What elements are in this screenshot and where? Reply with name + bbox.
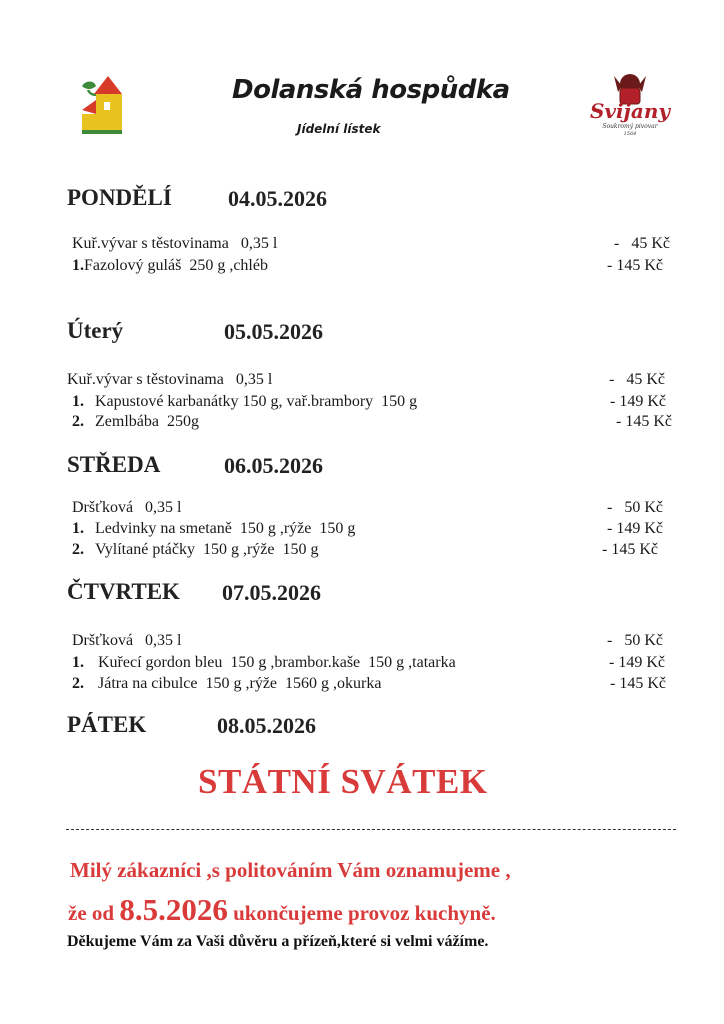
menu-item-number: 1. <box>72 654 84 671</box>
menu-item-text: Vylítané ptáčky 150 g ,rýže 150 g <box>95 541 319 558</box>
menu-item-number: 1. <box>72 393 84 410</box>
price-monday-1: - 145 Kč <box>607 257 663 274</box>
dashed-divider <box>66 829 676 830</box>
price-tuesday-1: - 149 Kč <box>610 393 666 410</box>
menu-item-wednesday-2 <box>72 541 319 559</box>
price-wednesday-1: - 149 Kč <box>607 520 663 537</box>
menu-item-text: Kuřecí gordon bleu 150 g ,brambor.kaše 150 g ,tatarka <box>98 654 456 671</box>
price-wednesday-soup: - 50 Kč <box>607 499 663 516</box>
day-date-thursday: 07.05.2026 <box>222 580 321 605</box>
notice-line-2 <box>68 892 496 928</box>
price-thursday-1: - 149 Kč <box>609 654 665 671</box>
menu-item-thursday-2 <box>72 675 381 693</box>
notice-line-2-suffix: ukončujeme provoz kuchyně. <box>227 901 496 925</box>
menu-item-tuesday-soup <box>67 371 272 389</box>
day-heading-monday: PONDĚLÍ <box>67 185 172 210</box>
menu-item-text: Kapustové karbanátky 150 g, vař.brambory 150 g <box>95 393 418 410</box>
day-heading-thursday: ČTVRTEK <box>67 579 180 604</box>
brewery-logo-icon <box>578 70 682 140</box>
price-monday-soup: - 45 Kč <box>614 235 670 252</box>
day-heading-wednesday: STŘEDA <box>67 452 161 477</box>
price-thursday-soup: - 50 Kč <box>607 632 663 649</box>
menu-item-text: Fazolový guláš 250 g ,chléb <box>84 257 268 274</box>
day-date-wednesday: 06.05.2026 <box>224 453 323 478</box>
menu-item-monday-1 <box>72 257 268 275</box>
day-heading-friday: PÁTEK <box>67 712 147 737</box>
menu-item-number: 2. <box>72 675 84 692</box>
menu-item-text: Ledvinky na smetaně 150 g ,rýže 150 g <box>95 520 356 537</box>
notice-closing-date: 8.5.2026 <box>119 892 228 927</box>
menu-item-number: 1. <box>72 520 84 537</box>
menu-item-wednesday-1 <box>72 520 355 538</box>
day-date-monday: 04.05.2026 <box>228 186 327 211</box>
price-tuesday-soup: - 45 Kč <box>609 371 665 388</box>
menu-item-wednesday-soup <box>72 499 182 517</box>
menu-item-thursday-1 <box>72 654 456 672</box>
menu-item-number: 1. <box>72 257 84 274</box>
brand-logo-year: 1564 <box>623 131 637 137</box>
brand-logo-tagline: Soukromý pivovar <box>602 123 658 130</box>
day-heading-tuesday: Úterý <box>67 318 124 343</box>
menu-item-tuesday-1 <box>72 393 417 411</box>
menu-item-text: Kuř.vývar s těstovinama 0,35 l <box>72 235 278 252</box>
day-date-friday: 08.05.2026 <box>217 713 316 738</box>
menu-item-monday-soup <box>72 235 277 253</box>
notice-line-2-prefix: že od <box>68 901 120 925</box>
restaurant-name: Dolanská hospůdka <box>232 75 510 105</box>
price-wednesday-2: - 145 Kč <box>602 541 658 558</box>
notice-line-1: Milý zákazníci ,s politováním Vám oznamujeme , <box>70 858 511 882</box>
menu-item-text: Dršťková 0,35 l <box>72 632 182 649</box>
menu-item-text: Kuř.vývar s těstovinama 0,35 l <box>67 371 273 388</box>
menu-item-thursday-soup <box>72 632 182 650</box>
menu-item-number: 2. <box>72 413 84 430</box>
holiday-notice: STÁTNÍ SVÁTEK <box>198 762 488 801</box>
menu-subtitle: Jídelní lístek <box>297 122 381 136</box>
menu-item-number: 2. <box>72 541 84 558</box>
menu-item-text: Dršťková 0,35 l <box>72 499 182 516</box>
menu-item-text: Játra na cibulce 150 g ,rýže 1560 g ,okurka <box>98 675 382 692</box>
menu-item-text: Zemlbába 250g <box>95 413 199 430</box>
price-tuesday-2: - 145 Kč <box>616 413 672 430</box>
village-logo-icon <box>78 74 130 136</box>
menu-item-tuesday-2 <box>72 413 199 431</box>
day-date-tuesday: 05.05.2026 <box>224 319 323 344</box>
price-thursday-2: - 145 Kč <box>610 675 666 692</box>
thanks-line: Děkujeme Vám za Vaši důvěru a přízeň,které si velmi vážíme. <box>67 933 489 950</box>
brand-logo-text: Svijany <box>589 99 671 123</box>
